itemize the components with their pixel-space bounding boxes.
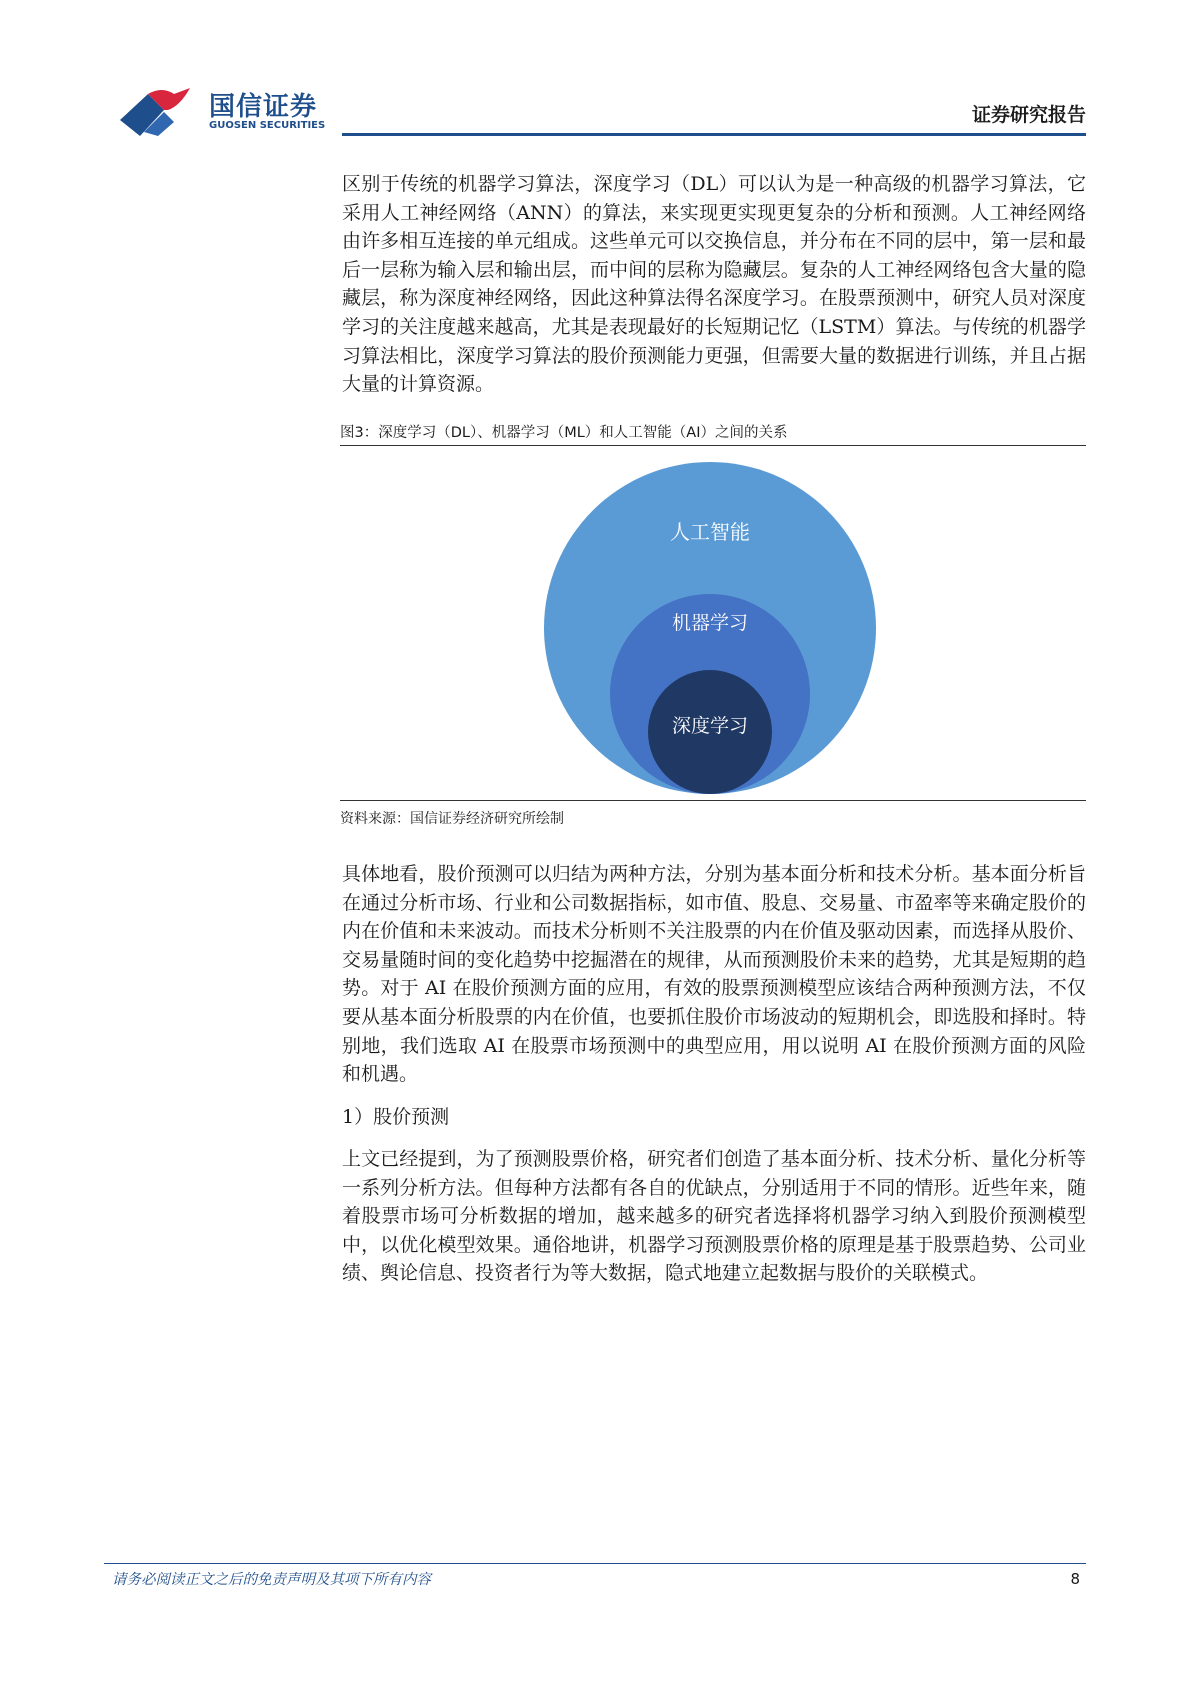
logo-chinese-name: 国信证券 (209, 92, 318, 122)
nested-circles-svg (540, 460, 880, 795)
paragraph-1-container (342, 170, 1086, 399)
paragraph-3: 上文已经提到，为了预测股票价格，研究者们创造了基本面分析、技术分析、量化分析等一系列分析方法。但每种方法都有各自的优缺点，分别适用于不同的情形。近些年来，随着股票市场可分析数据的增加，越来越多的研究者选择将机器学习纳入到股价预测模型中，以优化模型效果。通俗地讲，机器学习预测股票价格的原理是基于股票趋势、公司业绩、舆论信息、投资者行为等大数据，隐式地建立起数据与股价的关联模式。 (342, 1148, 1086, 1285)
subheading-stock-prediction: 1）股价预测 (342, 1106, 450, 1128)
label-ml: 机器学习 (671, 612, 749, 634)
label-ai: 人工智能 (670, 520, 750, 544)
paragraph-2-container (342, 860, 1086, 1089)
label-dl: 深度学习 (671, 715, 749, 737)
page-number: 8 (1070, 1570, 1080, 1588)
figure-source: 资料来源：国信证券经济研究所绘制 (340, 811, 564, 827)
footer-divider (104, 1563, 1086, 1564)
paragraph-2: 具体地看，股价预测可以归结为两种方法，分别为基本面分析和技术分析。基本面分析旨在通过分析市场、行业和公司数据指标，如市值、股息、交易量、市盈率等来确定股价的内在价值和未来波动。而技术分析则不关注股票的内在价值及驱动因素，而选择从股价、交易量随时间的变化趋势中挖掘潜在的规律，从而预测股价未来的趋势，尤其是短期的趋势。对于 AI 在股价预测方面的应用，有效的股票预测模型应该结合两种预测方法，不仅要从基本面分析股票的内在价值，也要抓住股价市场波动的短期机会，即选股和择时。特别地，我们选取 AI 在股票市场预测中的典型应用，用以说明 AI 在股价预测方面的风险和机遇。 (342, 863, 1086, 1086)
report-type-label: 证券研究报告 (971, 104, 1086, 126)
footer-disclaimer: 请务必阅读正文之后的免责声明及其项下所有内容 (112, 1572, 431, 1588)
paragraph-1: 区别于传统的机器学习算法，深度学习（DL）可以认为是一种高级的机器学习算法，它采用人工神经网络（ANN）的算法，来实现更实现更复杂的分析和预测。人工神经网络由许多相互连接的单元组成。这些单元可以交换信息，并分布在不同的层中，第一层和最后一层称为输入层和输出层，而中间的层称为隐藏层。复杂的人工神经网络包含大量的隐藏层，称为深度神经网络，因此这种算法得名深度学习。在股票预测中，研究人员对深度学习的关注度越来越高，尤其是表现最好的长短期记忆（LSTM）算法。与传统的机器学习算法相比，深度学习算法的股价预测能力更强，但需要大量的数据进行训练，并且占据大量的计算资源。 (342, 173, 1086, 396)
figure-top-rule (340, 445, 1086, 446)
paragraph-3-container (342, 1145, 1086, 1288)
figure-title: 图3：深度学习（DL）、机器学习（ML）和人工智能（AI）之间的关系 (340, 425, 788, 441)
page-header (0, 0, 1190, 140)
guosen-logo (118, 86, 326, 138)
ai-ml-dl-diagram (540, 460, 880, 795)
logo-english-name: GUOSEN SECURITIES (209, 120, 326, 131)
header-divider (342, 133, 1086, 136)
figure-bottom-rule (340, 800, 1086, 801)
guosen-logo-icon (118, 86, 206, 138)
